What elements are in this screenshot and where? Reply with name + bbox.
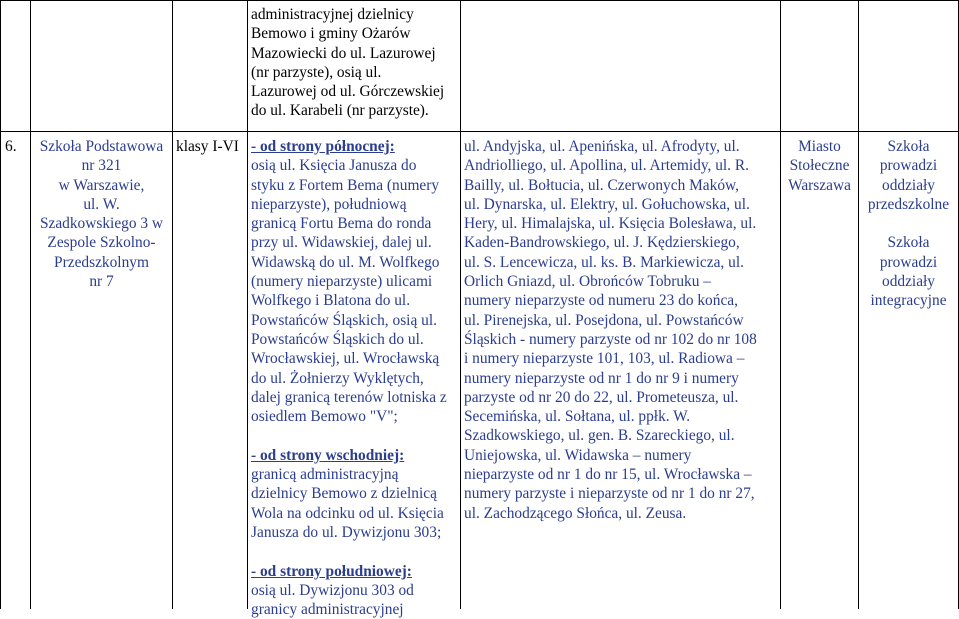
boundary-line: Powstańców Śląskich, osią ul.: [251, 311, 437, 329]
school-line: Zespole Szkolno-: [47, 234, 156, 252]
col-border-4: [247, 0, 248, 609]
street-line: ul. Pirenejska, ul. Posejdona, ul. Powstańców: [464, 311, 744, 329]
text-line: Lazurowej od ul. Górczewskiej: [251, 83, 445, 101]
street-line: ul. Zachodzącego Słońca, ul. Zeusa.: [464, 504, 687, 522]
boundary-line: osią ul. Dywizjonu 303 od: [251, 581, 414, 599]
boundary-line: granicy administracyjnej: [251, 601, 404, 619]
text-line: Mazowiecki do ul. Lazurowej: [251, 44, 436, 62]
boundary-line: osiedlem Bemowo "V";: [251, 408, 398, 426]
school-line: nr 7: [89, 273, 114, 291]
south-heading: - od strony południowej:: [251, 562, 412, 580]
text-line: do ul. Karabeli (nr parzyste).: [251, 102, 429, 120]
type-line: oddziały: [882, 176, 935, 194]
boundary-line: nieparzyste), południową: [251, 195, 407, 213]
school-line: Przedszkolnym: [54, 253, 149, 271]
school-line: ul. W.: [83, 195, 120, 213]
spacer: [251, 426, 459, 445]
type-line: Szkoła: [887, 234, 930, 252]
row-number: [5, 137, 17, 156]
school-line: Szadkowskiego 3 w: [39, 215, 164, 233]
school-line: Szkoła Podstawowa: [39, 138, 164, 155]
col-border-6: [780, 0, 781, 609]
boundary-cell: [251, 137, 459, 619]
street-line: Orlich Gniazd, ul. Obrońców Tobruku –: [464, 273, 711, 291]
boundary-line: dalej granicą terenów lotniska z: [251, 388, 447, 406]
school-line: w Warszawie,: [58, 176, 145, 194]
city-line: Stołeczne: [789, 157, 850, 175]
type-line: Szkoła: [887, 138, 930, 155]
col-border-3: [172, 0, 173, 609]
row-divider: [0, 131, 959, 132]
spacer: [251, 542, 459, 561]
boundary-line: osią ul. Księcia Janusza do: [251, 157, 417, 175]
top-border: [0, 0, 959, 1]
classes-text: klasy I-VI: [176, 138, 239, 155]
street-line: Bailly, ul. Bołtucia, ul. Czerwonych Maków,: [464, 176, 739, 194]
street-line: Śląskich - numery parzyste od nr 102 do nr 108: [464, 330, 757, 348]
text-line: administracyjnej dzielnicy: [251, 6, 414, 23]
col-border-5: [460, 0, 461, 609]
city-cell: [781, 137, 858, 195]
spacer: [859, 214, 958, 233]
previous-boundary-cell: [251, 5, 459, 121]
east-heading: - od strony wschodniej:: [251, 446, 405, 464]
street-line: Hery, ul. Himalajska, ul. Księcia Bolesława, ul.: [464, 215, 757, 233]
boundary-line: Widawską do ul. M. Wolfkego: [251, 253, 440, 271]
boundary-line: Powstańców Śląskich do ul.: [251, 330, 424, 348]
type-line: integracyjne: [870, 292, 947, 310]
text-line: Bemowo i gminy Ożarów: [251, 25, 411, 43]
boundary-line: do ul. Żołnierzy Wyklętych,: [251, 369, 424, 387]
street-line: Secemińska, ul. Sołtana, ul. ppłk. W.: [464, 408, 691, 426]
street-line: ul. Andyjska, ul. Apenińska, ul. Afrodyty, ul.: [464, 138, 740, 155]
street-line: ul. Dynarska, ul. Elektry, ul. Gołuchowska, ul.: [464, 195, 750, 213]
school-name-cell: [31, 137, 172, 291]
col-border-1: [0, 0, 1, 609]
type-line: prowadzi: [879, 157, 938, 175]
classes-cell: [176, 137, 246, 156]
type-line: oddziały: [882, 273, 935, 291]
streets-cell: [464, 137, 779, 523]
street-line: numery nieparzyste od nr 1 do nr 9 i numery: [464, 369, 739, 387]
boundary-line: przy ul. Widawskiej, dalej ul.: [251, 234, 432, 252]
boundary-line: Wrocławskiej, ul. Wrocławską: [251, 350, 440, 368]
row-number-text: 6.: [5, 138, 17, 155]
street-line: parzyste od nr 20 do 22, ul. Prometeusza, ul.: [464, 388, 739, 406]
boundary-line: Wola na odcinku od ul. Księcia: [251, 504, 444, 522]
text-line: (nr parzyste), osią ul.: [251, 63, 382, 81]
boundary-line: Janusza do ul. Dywizjonu 303;: [251, 523, 442, 541]
boundary-line: dzielnicy Bemowo z dzielnicą: [251, 485, 437, 503]
city-line: Miasto: [798, 138, 841, 155]
col-border-2: [30, 0, 31, 609]
street-line: nieparzyste od nr 1 do nr 15, ul. Wrocławska –: [464, 466, 752, 484]
street-line: ul. S. Lencewicza, ul. ks. B. Markiewicza, ul.: [464, 253, 744, 271]
street-line: numery nieparzyste od numeru 23 do końca,: [464, 292, 738, 310]
boundary-line: Wolfkego i Blatona do ul.: [251, 292, 411, 310]
street-line: numery parzyste i nieparzyste od nr 1 do nr 27,: [464, 485, 755, 503]
school-type-cell: [859, 137, 958, 311]
north-heading: - od strony północnej:: [251, 138, 395, 155]
street-line: Uniejowska, ul. Widawska – numery: [464, 446, 692, 464]
boundary-line: granicą Fortu Bema do ronda: [251, 215, 432, 233]
street-line: Kaden-Bandrowskiego, ul. J. Kędzierskiego,: [464, 234, 740, 252]
city-line: Warszawa: [788, 176, 851, 194]
boundary-line: styku z Fortem Bema (numery: [251, 176, 440, 194]
street-line: Szadkowskiego, ul. gen. B. Szareckiego, ul.: [464, 427, 735, 445]
type-line: prowadzi: [879, 253, 938, 271]
school-line: nr 321: [81, 157, 122, 175]
type-line: przedszkolne: [867, 195, 950, 213]
street-line: i numery nieparzyste 101, 103, ul. Radiowa –: [464, 350, 745, 368]
boundary-line: (numery nieparzyste) ulicami: [251, 273, 433, 291]
boundary-line: granicą administracyjną: [251, 466, 399, 484]
street-line: Andriolliego, ul. Apollina, ul. Artemidy, ul. R.: [464, 157, 749, 175]
